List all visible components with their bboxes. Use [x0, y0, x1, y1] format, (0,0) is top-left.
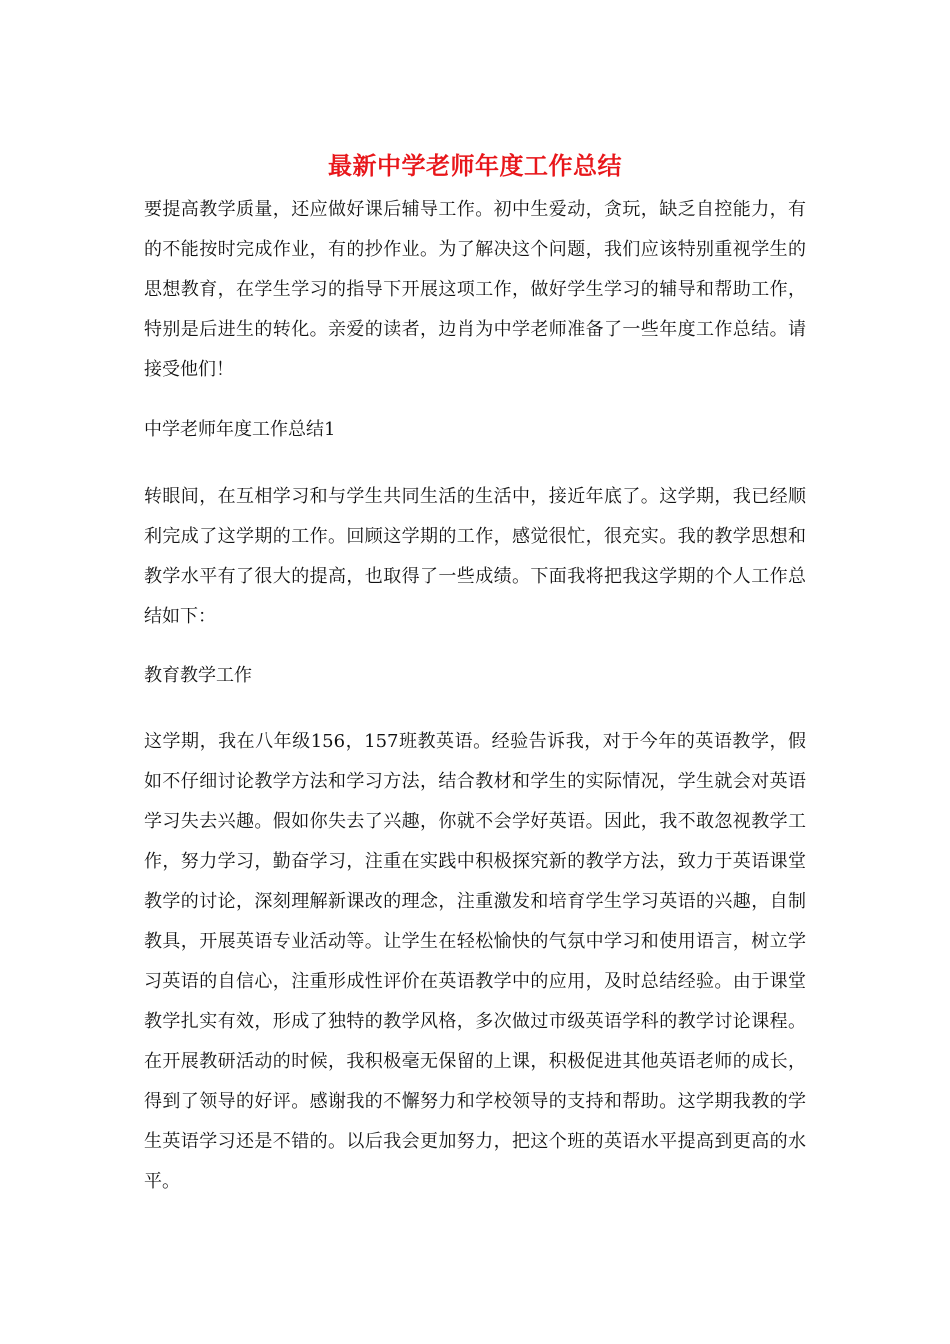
- document-title: 最新中学老师年度工作总结: [328, 151, 622, 180]
- paragraph-1: 转眼间，在互相学习和与学生共同生活的生活中，接近年底了。这学期，我已经顺利完成了这学期的工作。回顾这学期的工作，感觉很忙，很充实。我的教学思想和教学水平有了很大的提高，也取得了一些成绩。下面我将把我这学期的个人工作总结如下：: [144, 486, 806, 627]
- subheading: 教育教学工作: [144, 665, 252, 686]
- paragraph-2: 这学期，我在八年级156，157班教英语。经验告诉我，对于今年的英语教学，假如不仔细讨论教学方法和学习方法，结合教材和学生的实际情况，学生就会对英语学习失去兴趣。假如你失去了兴趣，你就不会学好英语。因此，我不敢忽视教学工作，努力学习，勤奋学习，注重在实践中积极探究新的教学方法，致力于英语课堂教学的讨论，深刻理解新课改的理念，注重激发和培育学生学习英语的兴趣，自制教具，开展英语专业活动等。让学生在轻松愉快的气氛中学习和使用语言，树立学习英语的自信心，注重形成性评价在英语教学中的应用，及时总结经验。由于课堂教学扎实有效，形成了独特的教学风格，多次做过市级英语学科的教学讨论课程。在开展教研活动的时候，我积极毫无保留的上课，积极促进其他英语老师的成长，得到了领导的好评。感谢我的不懈努力和学校领导的支持和帮助。这学期我教的学生英语学习还是不错的。以后我会更加努力，把这个班的英语水平提高到更高的水平。: [144, 731, 806, 1192]
- intro-paragraph: 要提高教学质量，还应做好课后辅导工作。初中生爱动，贪玩，缺乏自控能力，有的不能按时完成作业，有的抄作业。为了解决这个问题，我们应该特别重视学生的思想教育，在学生学习的指导下开展这项工作，做好学生学习的辅导和帮助工作，特别是后进生的转化。亲爱的读者，边肖为中学老师准备了一些年度工作总结。请接受他们！: [144, 199, 806, 380]
- section-heading: 中学老师年度工作总结1: [144, 419, 336, 440]
